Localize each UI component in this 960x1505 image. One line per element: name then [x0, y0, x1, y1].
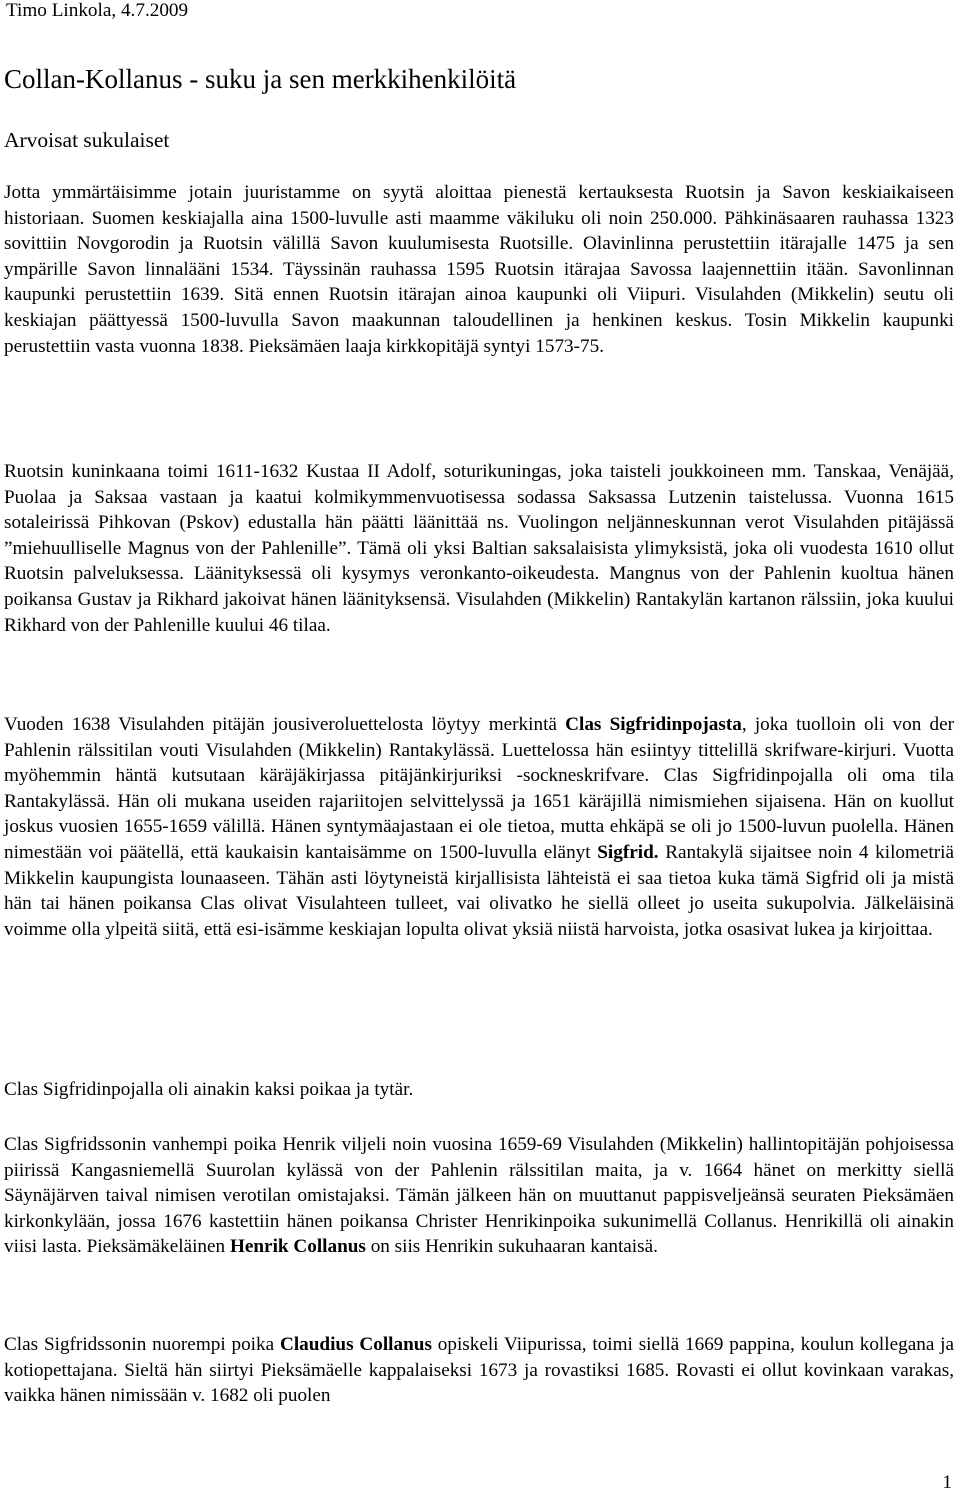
paragraph-text: Vuoden 1638 Visulahden pitäjän jousiveroluettelosta löytyy merkintä [4, 714, 566, 735]
paragraph [4, 712, 954, 942]
paragraph-text: Jotta ymmärtäisimme jotain juuristamme on syytä aloittaa pienestä kertauksesta Ruotsin ja Savon keskiaikaiseen historiaan. Suomen keskiajalla aina 1500-luvulle asti maamme väkiluku oli noin 250.000. Pähkinäsaaren rauhassa 1323 sovittiin Novgorodin ja Ruotsin välillä Savon kuulumisesta Ruotsille. Olavinlinna perustettiin itärajalle 1475 ja sen ympärille Savon linnalääni 1534. Täyssinän rauhassa 1595 Ruotsin itärajaa Savossa laajennettiin itään. Savonlinnan kaupunki perustettiin 1639. Sitä ennen Ruotsin itärajan ainoa kaupunki oli Viipuri. Visulahden (Mikkelin) seutu oli keskiajan päättyessä 1500-luvulla Savon maakunnan taloudellinen ja henkinen keskus. Tosin Mikkelin kaupunki perustettiin vasta vuonna 1838. Pieksämäen laaja kirkkopitäjä syntyi 1573-75. [4, 182, 954, 357]
author-date: Timo Linkola, 4.7.2009 [6, 0, 189, 21]
paragraph-text: on siis Henrikin sukuhaaran kantaisä. [365, 1236, 658, 1258]
paragraph-text: Clas Sigfridssonin nuorempi poika [4, 1334, 280, 1355]
paragraph-text: Rantakylä sijaitsee noin 4 kilometriä Mikkelin kaupungista lounaaseen. Tähän asti löytyneistä kirjallisista lähteistä ei saa tietoa kuka tämä Sigfrid oli ja mistä hän tai hänen poikansa Clas olivat Visulahteen tulleet, vai olivatko he siellä olleet jo useita sukupolvia. Jälkeläisinä voimme olla ylpeitä siitä, että esi-isämme keskiajan lopulta olivat yksiä niistä harvoista, jotka osasivat lukea ja kirjoittaa. [4, 841, 954, 940]
bold-name: Sigfrid. [597, 841, 659, 863]
bold-name: Clas Sigfridinpojasta [565, 714, 742, 735]
document-title: Collan-Kollanus - suku ja sen merkkihenkilöitä [4, 64, 517, 94]
paragraph [4, 180, 954, 359]
paragraph-text: , joka tuolloin oli von der Pahlenin rälssitilan vouti Visulahden (Mikkelin) Rantakylässä. Luettelossa hän esiintyy tittelillä skrifware-kirjuri. Vuotta myöhemmin häntä kutsutaan käräjäkirjassa pitäjänkirjuriksi -sockneskrifvare. Clas Sigfridinpojalla oli oma tila Rantakylässä. Hän oli mukana useiden rajariitojen selvittelyssä ja 1651 käräjillä nimismiehen sijaisena. Hän on kuollut joskus vuosien 1655-1659 välillä. Hänen syntymäajastaan ei ole tietoa, mutta ehkäpä se oli jo 1500-luvun puolella. Hänen nimestään voi päätellä, että kaukaisin kantaisämme on 1500-luvulla elänyt [4, 714, 955, 863]
paragraph-text: opiskeli Viipurissa, toimi siellä 1669 pappina, koulun kollegana ja kotiopettajana. Sieltä hän siirtyi Pieksämäelle kappalaiseksi 1673 ja rovastiksi 1685. Rovasti ei ollut kovinkaan varakas, vaikka hänen nimissään v. 1682 oli puolen [4, 1334, 955, 1407]
paragraph-text: Clas Sigfridssonin vanhempi poika Henrik viljeli noin vuosina 1659-69 Visulahden (Mikkelin) hallintopitäjän pohjoisessa piirissä Kangasniemellä Suurolan kylässä von der Pahlenin rälssitilan maita, ja v. 1664 hänet on merkitty siellä Säynäjärven taival nimisen verotilan omistajaksi. Tämän jälkeen hän on muuttanut pappisveljeänsä seuraten Pieksämäen kirkonkylään, jossa 1676 kastettiin hänen poikansa Christer Henrikinpoika sukunimellä Collanus. Henrikillä oli ainakin viisi lasta. Pieksämäkeläinen [4, 1134, 954, 1258]
bold-name: Henrik Collanus [229, 1236, 366, 1258]
paragraph [4, 1077, 954, 1103]
paragraph [4, 459, 954, 638]
paragraph [4, 1132, 954, 1260]
paragraph [4, 1332, 954, 1409]
bold-name: Claudius Collanus [279, 1334, 432, 1355]
paragraph-text: Clas Sigfridinpojalla oli ainakin kaksi poikaa ja tytär. [4, 1079, 414, 1100]
salutation: Arvoisat sukulaiset [4, 128, 170, 152]
paragraph-text: Ruotsin kuninkaana toimi 1611-1632 Kustaa II Adolf, soturikuningas, joka taisteli joukkoineen mm. Tanskaa, Venäjää, Puolaa ja Saksaa vastaan ja kaatui kolmikymmenvuotisessa sodassa Saksassa Lutzenin taistelussa. Vuonna 1615 sotaleirissä Pihkovan (Pskov) edustalla hän päätti läänittää ns. Vuolingon neljänneskunnan verot Visulahden pitäjässä ”miehuulliselle Magnus von der Pahlenille”. Tämä oli yksi Baltian saksalaisista ylimyksistä, joka oli vuodesta 1610 ollut Ruotsin palveluksessa. Läänityksessä oli kysymys veronkanto-oikeudesta. Mangnus von der Pahlenin kuoltua hänen poikansa Gustav ja Rikhard jakoivat hänen läänityksensä. Visulahden (Mikkelin) Rantakylän kartanon rälssiin, joka kuului Rikhard von der Pahlenille kuului 46 tilaa. [4, 461, 954, 636]
page-number: 1 [942, 1472, 952, 1493]
